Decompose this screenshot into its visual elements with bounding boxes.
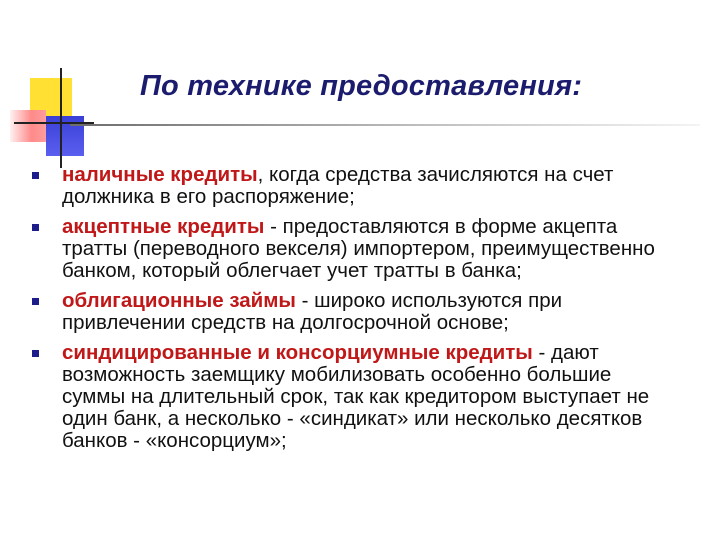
square-bullet-icon [32,350,39,357]
description: - дают возможность заемщику мобилизовать особенно большие суммы на длительный срок, так как кредитором выступает не один банк, а несколько - «синдикат» или несколько десятков банков - «консорциум»; [62,341,650,452]
term: синдицированные и консорциумные кредиты [62,341,533,364]
term: наличные кредиты [62,163,258,186]
bullet-list [30,164,680,460]
title-divider [70,124,700,126]
slide-title: По технике предоставления: [140,70,583,102]
square-bullet-icon [32,298,39,305]
term: акцептные кредиты [62,215,265,238]
description: - предоставляются в форме акцепта тратты (переводного векселя) импортером, преимущественно банком, который облегчает учет тратты в банка; [62,215,655,282]
decorative-squares-icon [0,60,110,170]
term: облигационные займы [62,289,296,312]
vertical-line [60,68,62,168]
square-bullet-icon [32,224,39,231]
square-bullet-icon [32,172,39,179]
description: , когда средства зачисляются на счет должника в его распоряжение; [62,163,614,208]
red-square [10,110,46,142]
description: - широко используются при привлечении средств на долгосрочной основе; [62,289,563,334]
list-item-cash-credits [30,164,680,208]
list-item-acceptance-credits [30,216,680,282]
list-item-bond-loans [30,290,680,334]
list-item-syndicated-credits [30,342,680,452]
